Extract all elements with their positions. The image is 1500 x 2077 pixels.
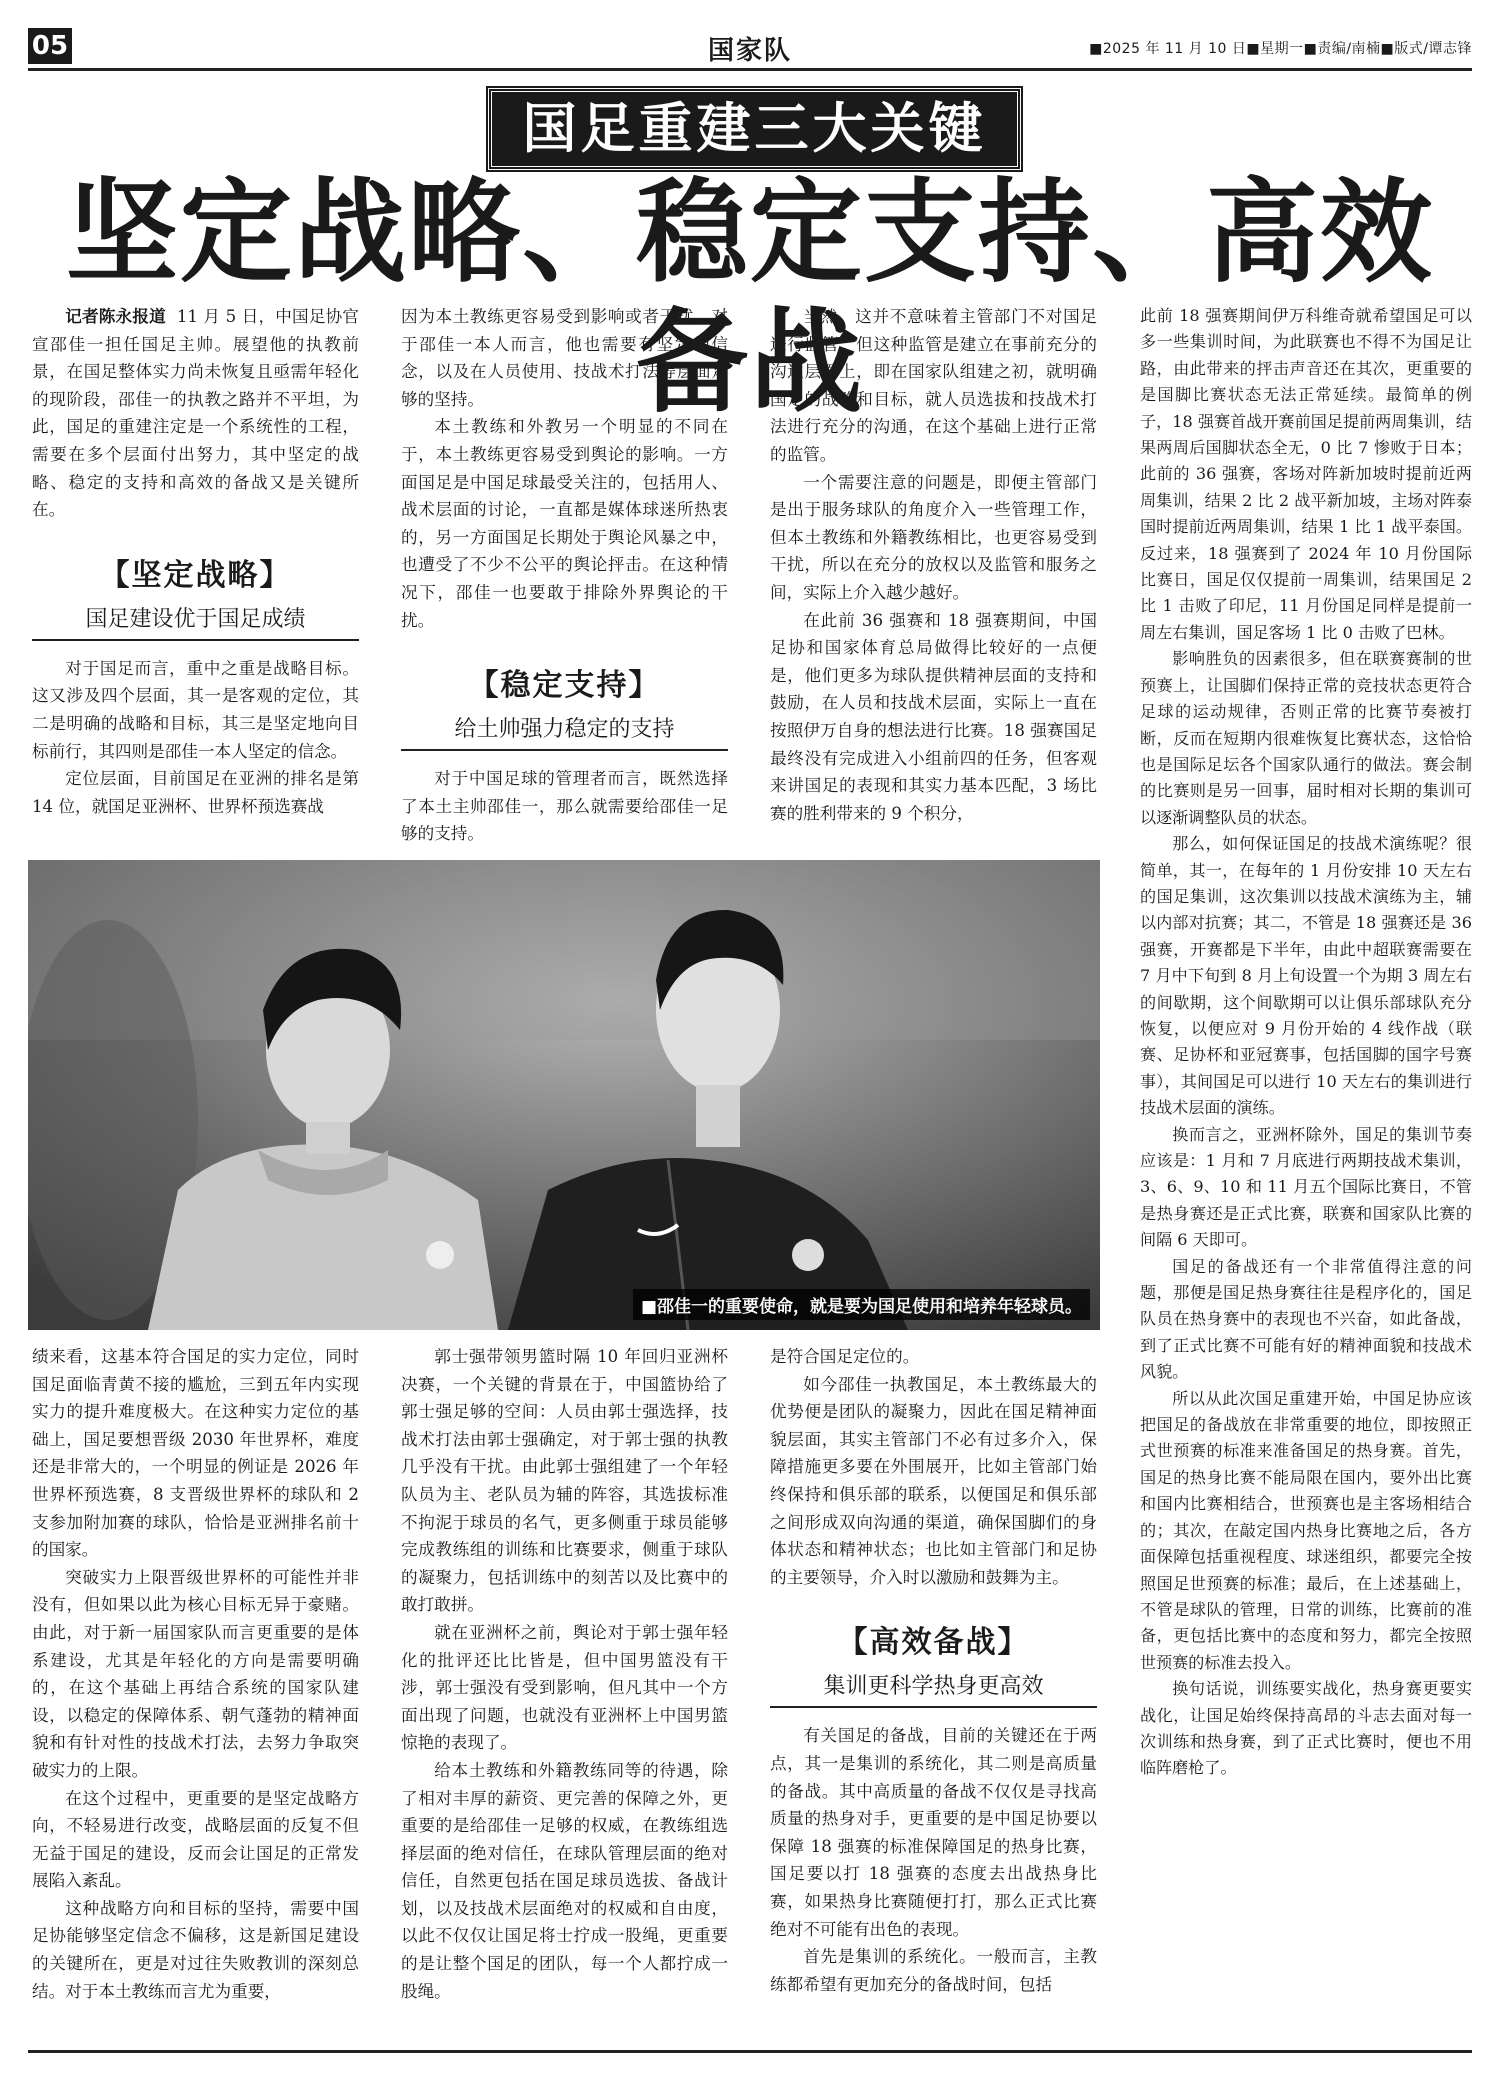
- paragraph: 绩来看，这基本符合国足的实力定位，同时国足面临青黄不接的尴尬，三到五年内实现实力的提升难度极大。在这种实力定位的基础上，国足要想晋级 2030 年世界杯，难度还是非常大的，一个明显的例证是 2026 年世界杯预选赛，8 支晋级世界杯的球队和 2 支参加附加赛的球队，恰恰是亚洲排名前十的国家。: [32, 1347, 359, 1560]
- paragraph: 在此前 36 强赛和 18 强赛期间，中国足协和国家体育总局做得比较好的一点便是，他们更多为球队提供精神层面的支持和鼓励，在人员和技战术层面，实际上一直在按照伊万自身的想法进行比赛。18 强赛国足最终没有完成进入小组前四的任务，但客观来讲国足的表现和其实力基本匹配，3 场比赛的胜利带来的 9 个积分，: [770, 610, 1097, 823]
- footer-rule: [28, 2050, 1472, 2053]
- paragraph: 给本土教练和外籍教练同等的待遇，除了相对丰厚的薪资、更完善的保障之外，更重要的是给邵佳一足够的权威，在教练组选择层面的绝对信任，在球队管理层面的绝对信任，自然更包括在国足球员选拔、备战计划，以及技战术层面绝对的权威和自由度，以此不仅仅让国足将士拧成一股绳，更重要的是让整个国足的团队，每一个人都拧成一股绳。: [401, 1760, 728, 2001]
- subhead-strategy: [32, 550, 359, 641]
- paragraph: 有关国足的备战，目前的关键还在于两点，其一是集训的系统化，其二则是高质量的备战。其中高质量的备战不仅仅是寻找高质量的热身对手，更重要的是中国足协要以保障 18 强赛的标准保障国足的热身比赛，国足要以打 18 强赛的态度去出战热身比赛，如果热身比赛随便打打，那么正式比赛绝对不可能有出色的表现。: [770, 1726, 1097, 1939]
- subhead-preparation: [770, 1617, 1097, 1708]
- column-1-top: [32, 303, 359, 820]
- paragraph: 一个需要注意的问题是，即便主管部门是出于服务球队的角度介入一些管理工作，但本土教练和外籍教练相比，也更容易受到干扰，所以在充分的放权以及监管和服务之间，实际上介入越少越好。: [770, 472, 1097, 602]
- paragraph: 这种战略方向和目标的坚持，需要中国足协能够坚定信念不偏移，这是新国足建设的关键所在，更是对过往失败教训的深刻总结。对于本土教练而言尤为重要，: [32, 1898, 359, 2001]
- page-number: 05: [28, 28, 72, 64]
- column-3-top: [770, 303, 1097, 827]
- byline: 记者陈永报道: [65, 307, 166, 326]
- column-2-top: [401, 303, 728, 848]
- paragraph: 是符合国足定位的。: [770, 1347, 920, 1366]
- paragraph: 国足的备战还有一个非常值得注意的问题，那便是国足热身赛往往是程序化的，国足队员在热身赛中的表现也不兴奋，如此备战，到了正式比赛不可能有好的精神面貌和技战术风貌。: [1140, 1256, 1472, 1382]
- paragraph: 本土教练和外教另一个明显的不同在于，本土教练更容易受到舆论的影响。一方面国足是中国足球最受关注的，包括用人、战术层面的讨论，一直都是媒体球迷所热衷的，另一方面国足长期处于舆论风暴之中，也遭受了不少不公平的舆论抨击。在这种情况下，邵佳一也要敢于排除外界舆论的干扰。: [401, 417, 728, 630]
- paragraph: 在这个过程中，更重要的是坚定战略方向，不轻易进行改变，战略层面的反复不但无益于国足的建设，反而会让国足的正常发展陷入紊乱。: [32, 1788, 359, 1891]
- subhead-subtitle: 集训更科学热身更高效: [770, 1669, 1097, 1708]
- intro-text: 11 月 5 日，中国足协官宣邵佳一担任国足主帅。展望他的执教前景，在国足整体实力尚未恢复且亟需年轻化的现阶段，邵佳一的执教之路并不平坦，为此，国足的重建注定是一个系统性的工程，需要在多个层面付出努力，其中坚定的战略、稳定的支持和高效的备战又是关键所在。: [32, 307, 359, 520]
- paragraph: 那么，如何保证国足的技战术演练呢？很简单，其一，在每年的 1 月份安排 10 天左右的国足集训，这次集训以技战术演练为主，辅以内部对抗赛；其二，不管是 18 强赛还是 36 强赛，开赛都是下半年，由此中超联赛需要在 7 月中下旬到 8 月上旬设置一个为期 3 周左右的间歇期，这个间歇期可以让俱乐部球队充分恢复，以便应对 9 月份开始的 4 线作战（联赛、足协杯和亚冠赛事，包括国脚的国字号赛事），其间国足可以进行 10 天左右的集训进行技战术层面的演练。: [1140, 834, 1472, 1118]
- section-title: 国家队: [707, 36, 792, 66]
- paragraph: 对于国足而言，重中之重是战略目标。这又涉及四个层面，其一是客观的定位，其二是明确的战略和目标，其三是坚定地向目标前行，其四则是邵佳一本人坚定的信念。: [32, 658, 359, 761]
- column-3-bottom: [770, 1343, 1097, 1998]
- subhead-support: [401, 660, 728, 751]
- column-2-bottom: [401, 1343, 728, 2005]
- subhead-subtitle: 给土帅强力稳定的支持: [401, 712, 728, 751]
- column-1-bottom: [32, 1343, 359, 2005]
- paragraph: 定位层面，目前国足在亚洲的排名是第 14 位，就国足亚洲杯、世界杯预选赛战: [32, 769, 359, 816]
- paragraph: 换而言之，亚洲杯除外，国足的集训节奏应该是：1 月和 7 月底进行两期技战术集训，3、6、9、10 和 11 月五个国际比赛日，不管是热身赛还是正式比赛，联赛和国家队比赛的间隔 6 天即可。: [1140, 1124, 1472, 1250]
- photo-caption: ■邵佳一的重要使命，就是要为国足使用和培养年轻球员。: [633, 1289, 1090, 1320]
- subhead-title: 【坚定战略】: [99, 557, 292, 593]
- paragraph: 对于中国足球的管理者而言，既然选择了本土主帅邵佳一，那么就需要给邵佳一足够的支持。: [401, 769, 728, 844]
- paragraph: 就在亚洲杯之前，舆论对于郭士强年轻化的批评还比比皆是，但中国男篮没有干涉，郭士强没有受到影响，但凡其中一个方面出现了问题，也就没有亚洲杯上中国男篮惊艳的表现了。: [401, 1622, 728, 1753]
- kicker-headline: 国足重建三大关键: [488, 88, 1021, 170]
- paragraph: 郭士强带领男篮时隔 10 年回归亚洲杯决赛，一个关键的背景在于，中国篮协给了郭士强足够的空间：人员由郭士强选择，技战术打法由郭士强确定，对于郭士强的执教几乎没有干扰。由此郭士强组建了一个年轻队员为主、老队员为辅的阵容，其选拔标准不拘泥于球员的名气，更多侧重于球员能够完成教练组的训练和比赛要求，侧重于球队的凝聚力，包括训练中的刻苦以及比赛中的敢打敢拼。: [401, 1347, 728, 1615]
- issue-meta: ■2025 年 11 月 10 日■星期一■责编/南楠■版式/谭志锋: [1089, 41, 1472, 57]
- main-headline: 坚定战略、稳定支持、高效备战: [66, 167, 1434, 428]
- paragraph: 换句话说，训练要实战化，热身赛更要实战化，让国足始终保持高昂的斗志去面对每一次训练和热身赛，到了正式比赛时，便也不用临阵磨枪了。: [1140, 1679, 1472, 1778]
- subhead-title: 【稳定支持】: [468, 668, 661, 704]
- paragraph: 因为本土教练更容易受到影响或者干扰。对于邵佳一本人而言，他也需要有坚定的信念，以及在人员使用、技战术打法等层面足够的坚持。: [401, 307, 728, 409]
- paragraph: 所以从此次国足重建开始，中国足协应该把国足的备战放在非常重要的地位，即按照正式世预赛的标准来准备国足的热身赛。首先，国足的热身比赛不能局限在国内，要外出比赛和国内比赛相结合，世预赛也是主客场相结合的；其次，在敲定国内热身比赛地之后，各方面保障包括重视程度、球迷组织，都要完全按照国足世预赛的标准；最后，在上述基础上，不管是球队的管理，日常的训练，比赛前的准备，更包括比赛中的态度和努力，都完全按照世预赛的标准去投入。: [1140, 1388, 1472, 1672]
- paragraph: 如今邵佳一执教国足，本土教练最大的优势便是团队的凝聚力，因此在国足精神面貌层面，其实主管部门不必有过多介入，保障措施更多要在外围展开，比如主管部门始终保持和俱乐部的联系，以便国足和俱乐部之间形成双向沟通的渠道，确保国脚们的身体状态和精神状态；也比如主管部门和足协的主要领导，介入时以激励和鼓舞为主。: [770, 1374, 1097, 1587]
- paragraph: 此前 18 强赛期间伊万科维奇就希望国足可以多一些集训时间，为此联赛也不得不为国足让路，由此带来的抨击声音还在其次，更重要的是国脚比赛状态无法正常延续。最简单的例子，18 强赛首战开赛前国足提前两周集训，结果两周后国脚状态全无，0 比 7 惨败于日本；此前的 36 强赛，客场对阵新加坡时提前近两周集训，结果 2 比 2 战平新加坡，主场对阵泰国时提前近两周集训，结果 1 比 1 战平泰国。反过来，18 强赛到了 2024 年 10 月份国际比赛日，国足仅仅提前一周集训，结果国足 2 比 1 击败了印尼，11 月份国足同样是提前一周左右集训，国足客场 1 比 0 击败了巴林。: [1140, 306, 1472, 642]
- news-photo: [28, 860, 1100, 1330]
- paragraph: 当然，这并不意味着主管部门不对国足进行监管，但这种监管是建立在事前充分的沟通层面上，即在国家队组建之初，就明确国足的战略和目标，就人员选拔和技战术打法进行充分的沟通，在这个基础上进行正常的监管。: [770, 307, 1097, 464]
- paragraph: 首先是集训的系统化。一般而言，主教练都希望有更加充分的备战时间，包括: [770, 1947, 1097, 1994]
- paragraph: 影响胜负的因素很多，但在联赛赛制的世预赛上，让国脚们保持正常的竞技状态更符合足球的运动规律，否则正常的比赛节奏被打断，反而在短期内很难恢复比赛状态，这恰恰也是国际足坛各个国家队通行的做法。赛会制的比赛则是另一回事，届时相对长期的集训可以逐渐调整队员的状态。: [1140, 649, 1472, 827]
- subhead-title: 【高效备战】: [837, 1625, 1030, 1661]
- column-4: [1140, 303, 1472, 1782]
- photo-illustration: [28, 860, 1100, 1330]
- paragraph: 突破实力上限晋级世界杯的可能性并非没有，但如果以此为核心目标无异于豪赌。由此，对于新一届国家队而言更重要的是体系建设，尤其是年轻化的方向是需要明确的，在这个基础上再结合系统的国家队建设，以稳定的保障体系、朝气蓬勃的精神面貌和有针对性的技战术打法，去努力争取突破实力的上限。: [32, 1567, 359, 1780]
- subhead-subtitle: 国足建设优于国足成绩: [32, 602, 359, 641]
- page-header: [28, 28, 1472, 71]
